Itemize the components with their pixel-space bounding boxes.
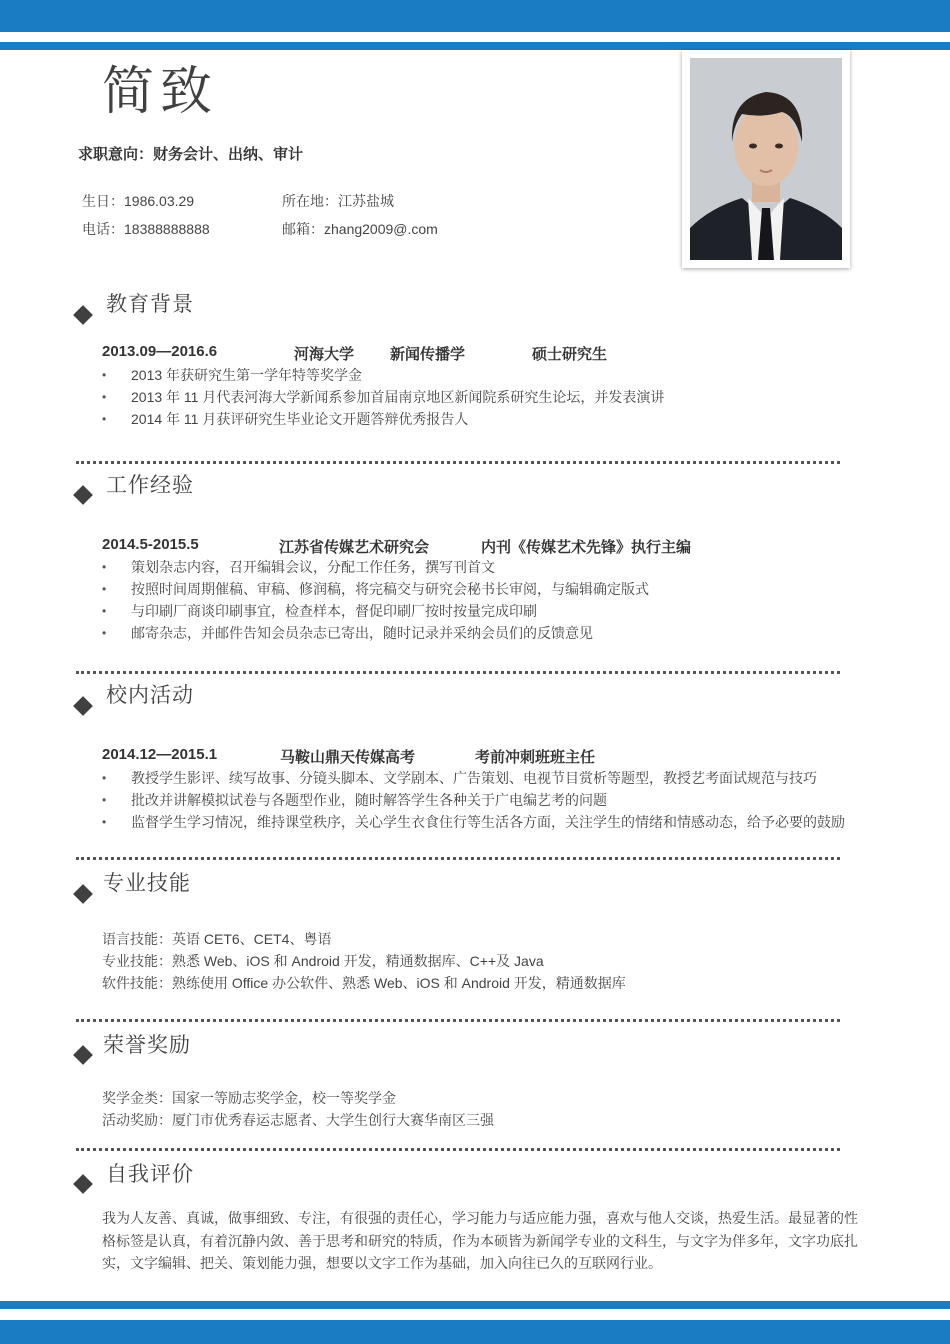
- section-marker-icon: [73, 305, 93, 325]
- resume-name: 简致: [102, 62, 219, 122]
- top-thin-bar: [0, 42, 950, 50]
- list-item: • 与印刷厂商谈印刷事宜，检查样本，督促印刷厂按时按量完成印刷: [102, 600, 649, 622]
- honor-line: 活动奖励：厦门市优秀春运志愿者、大学生创行大赛华南区三强: [102, 1112, 494, 1128]
- section-divider: [76, 857, 840, 860]
- honor-line: 奖学金类：国家一等励志奖学金，校一等奖学金: [102, 1090, 396, 1106]
- campus-list: [102, 767, 845, 833]
- work-period: 2014.5-2015.5: [102, 536, 199, 553]
- section-divider: [76, 461, 840, 464]
- self-evaluation-text: 我为人友善、真诚，做事细致、专注，有很强的责任心，学习能力与适应能力强，喜欢与他人交谈，热爱生活。最显著的性格标签是认真，有着沉静内敛、善于思考和研究的特质，作为本硕皆为新闻学专业的文科生，与文字为伴多年，文字功底扎实，文字编辑、把关、策划能力强，想要以文字工作为基础，加入向往已久的互联网行业。: [102, 1210, 858, 1271]
- education-major: 新闻传播学: [390, 346, 466, 363]
- section-divider: [76, 1019, 840, 1022]
- education-period: 2013.09—2016.6: [102, 343, 218, 360]
- list-item: • 策划杂志内容，召开编辑会议，分配工作任务，撰写刊首文: [102, 556, 649, 578]
- section-divider: [76, 1148, 840, 1151]
- top-accent-bar: [0, 0, 950, 32]
- section-title-skills: 专业技能: [103, 872, 191, 895]
- education-degree: 硕士研究生: [532, 346, 608, 363]
- phone: 电话：18388888888: [82, 221, 210, 237]
- section-marker-icon: [73, 1045, 93, 1065]
- profile-photo: [682, 50, 850, 268]
- campus-role: 考前冲刺班班主任: [475, 749, 596, 766]
- campus-org: 马鞍山鼎天传媒高考: [280, 749, 416, 766]
- skill-line: 专业技能：熟悉 Web、iOS 和 Android 开发，精通数据库、C++及 Java: [102, 953, 544, 969]
- location: 所在地：江苏盐城: [282, 193, 394, 209]
- list-item: • 按照时间周期催稿、审稿、修润稿，将完稿交与研究会秘书长审阅，与编辑确定版式: [102, 578, 649, 600]
- list-item: • 邮寄杂志，并邮件告知会员杂志已寄出，随时记录并采纳会员们的反馈意见: [102, 622, 649, 644]
- list-item: • 教授学生影评、续写故事、分镜头脚本、文学剧本、广告策划、电视节目赏析等题型，教授艺考面试规范与技巧: [102, 767, 845, 789]
- birth-date: 生日：1986.03.29: [82, 193, 195, 209]
- campus-period: 2014.12—2015.1: [102, 746, 218, 763]
- section-title-campus: 校内活动: [106, 684, 194, 707]
- skill-line: 软件技能：熟练使用 Office 办公软件、熟悉 Web、iOS 和 Android 开发，精通数据库: [102, 975, 626, 991]
- list-item: • 2013 年 11 月代表河海大学新闻系参加首届南京地区新闻院系研究生论坛，并发表演讲: [102, 386, 664, 408]
- honors-lines: [102, 1087, 494, 1131]
- education-list: [102, 364, 664, 430]
- list-item: • 批改并讲解模拟试卷与各题型作业，随时解答学生各种关于广电编艺考的问题: [102, 789, 845, 811]
- skill-line: 语言技能：英语 CET6、CET4、粤语: [102, 931, 332, 947]
- section-title-self: 自我评价: [106, 1163, 194, 1186]
- list-item: • 2013 年获研究生第一学年特等奖学金: [102, 364, 664, 386]
- section-marker-icon: [73, 1174, 93, 1194]
- email: 邮箱：zhang2009@.com: [282, 221, 438, 237]
- bottom-accent-bar: [0, 1320, 950, 1344]
- portrait-image: [690, 58, 842, 260]
- bottom-thin-bar: [0, 1301, 950, 1309]
- section-divider: [76, 671, 840, 674]
- skills-lines: [102, 928, 626, 994]
- education-school: 河海大学: [294, 346, 355, 363]
- section-title-work: 工作经验: [106, 474, 194, 497]
- work-org: 江苏省传媒艺术研究会: [279, 539, 430, 556]
- section-marker-icon: [73, 884, 93, 904]
- work-role: 内刊《传媒艺术先锋》执行主编: [481, 539, 692, 556]
- section-marker-icon: [73, 696, 93, 716]
- work-list: [102, 556, 649, 644]
- list-item: • 监督学生学习情况，维持课堂秩序，关心学生衣食住行等生活各方面，关注学生的情绪和情感动态，给予必要的鼓励: [102, 811, 845, 833]
- section-title-education: 教育背景: [106, 293, 194, 316]
- job-intent: 求职意向：财务会计、出纳、审计: [78, 146, 304, 163]
- list-item: • 2014 年 11 月获评研究生毕业论文开题答辩优秀报告人: [102, 408, 664, 430]
- section-marker-icon: [73, 485, 93, 505]
- section-title-honors: 荣誉奖励: [103, 1034, 191, 1057]
